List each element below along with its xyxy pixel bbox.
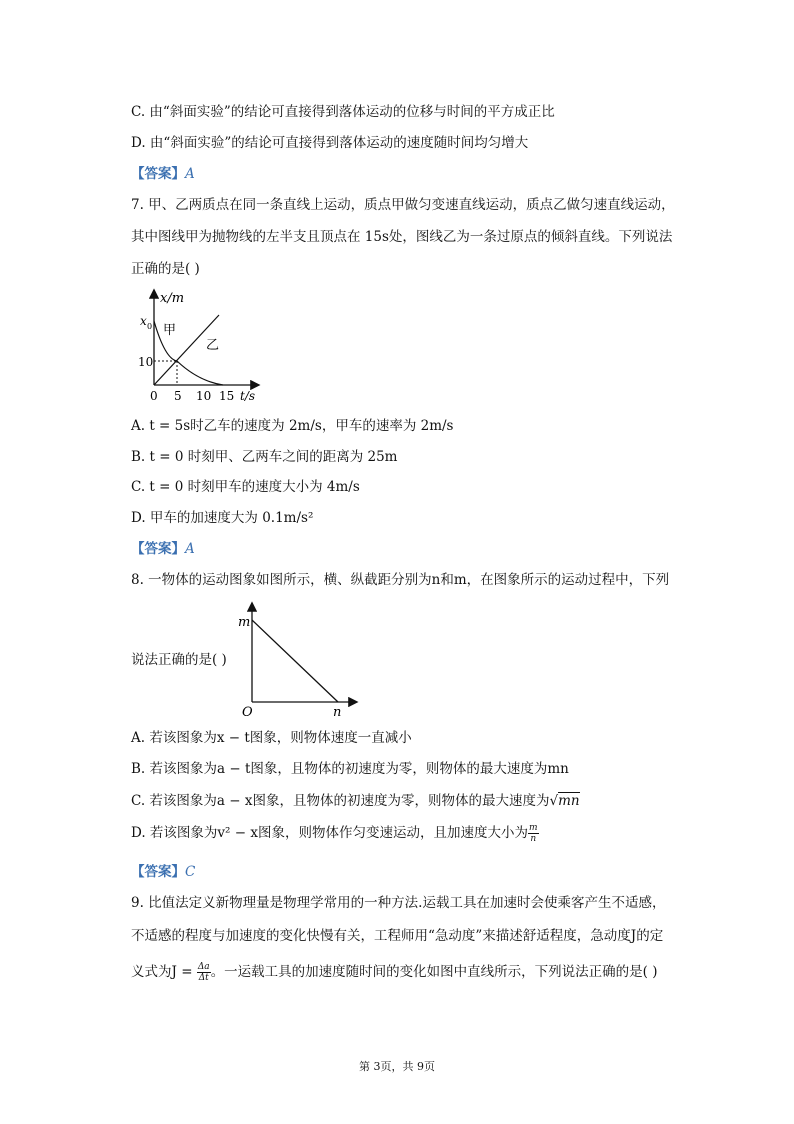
line3-suffix: 。一运载工具的加速度随时间的变化如图中直线所示，下列说法正确的是( ) <box>210 964 658 980</box>
x-tick-10: 10 <box>196 389 212 403</box>
q7-stem-line3: 正确的是( ) <box>131 261 200 277</box>
q8-option-b: B. 若该图象为a − t图象，且物体的初速度为零，则物体的最大速度为mn <box>131 761 569 777</box>
x-tick-0: 0 <box>150 389 158 403</box>
q8-stem-line2: 说法正确的是( ) <box>131 652 227 668</box>
line3-prefix: 义式为J = <box>131 964 197 980</box>
answer-tag: 【答案】 <box>131 166 185 182</box>
q9-stem-line3 <box>131 962 658 983</box>
sqrt-radicand: mn <box>558 793 580 809</box>
q7-stem-line2: 其中图线甲为抛物线的左半支且顶点在 15s处，图线乙为一条过原点的倾斜直线。下列说法 <box>131 229 673 245</box>
origin-label: O <box>242 705 253 720</box>
fraction-da-over-dt: $\frac{\Delta a}{\Delta t}$ <box>197 962 210 983</box>
x-tick-5: 5 <box>174 389 182 403</box>
q8-stem-line1: 8. 一物体的运动图象如图所示，横、纵截距分别为n和m，在图象所示的运动过程中，下列 <box>131 572 670 588</box>
x-tick-15: 15 <box>219 389 235 403</box>
x-axis-label: t/s <box>240 389 256 403</box>
y-intercept-label: m <box>238 615 251 630</box>
option-d-text: D. 若该图象为v² − x图象，则物体作匀变速运动，且加速度大小为 <box>131 825 528 841</box>
q7-option-a: A. t = 5s时乙车的速度为 2m/s，甲车的速率为 2m/s <box>131 418 454 434</box>
answer-tag: 【答案】 <box>131 541 185 557</box>
y-axis-label: x/m <box>160 291 185 306</box>
q7-answer <box>131 539 195 559</box>
fraction-m-over-n: $\frac{m}{n}$ <box>528 823 538 844</box>
q8-answer <box>131 862 195 882</box>
q7-option-d: D. 甲车的加速度大为 0.1m/s² <box>131 510 314 526</box>
answer-value: A <box>185 166 195 182</box>
q8-option-a: A. 若该图象为x − t图象，则物体速度一直减小 <box>131 730 412 746</box>
x-intercept-label: n <box>333 705 342 720</box>
q8-graph <box>232 598 362 720</box>
answer-value: C <box>185 864 196 880</box>
page-footer: 第 3页，共 9页 <box>359 1060 435 1073</box>
q6-option-c: C. 由“斜面实验”的结论可直接得到落体运动的位移与时间的平方成正比 <box>131 104 555 120</box>
x0-label: x <box>140 314 147 328</box>
q7-stem-line1: 7. 甲、乙两质点在同一条直线上运动，质点甲做匀变速直线运动，质点乙做匀速直线运动， <box>131 197 675 213</box>
q7-option-c: C. t = 0 时刻甲车的速度大小为 4m/s <box>131 479 360 495</box>
curve-label-jia: 甲 <box>163 323 177 338</box>
q9-stem-line2: 不适感的程度与加速度的变化快慢有关，工程师用“急动度”来描述舒适程度，急动度J的定 <box>131 928 664 944</box>
answer-tag: 【答案】 <box>131 864 185 880</box>
q8-option-c <box>131 791 580 811</box>
q6-answer <box>131 164 195 184</box>
y-tick-10: 10 <box>138 355 154 369</box>
x0-subscript: 0 <box>147 322 153 331</box>
q8-option-d <box>131 823 539 844</box>
option-c-text: C. 若该图象为a − x图象，且物体的初速度为零，则物体的最大速度为√ <box>131 793 559 809</box>
q7-option-b: B. t = 0 时刻甲、乙两车之间的距离为 25m <box>131 449 398 465</box>
q6-option-d: D. 由“斜面实验”的结论可直接得到落体运动的速度随时间均匀增大 <box>131 135 529 151</box>
q7-xt-graph <box>130 285 270 405</box>
answer-value: A <box>185 541 195 557</box>
curve-label-yi: 乙 <box>206 338 220 353</box>
graph-line <box>252 620 338 702</box>
q9-stem-line1: 9. 比值法定义新物理量是物理学常用的一种方法.运载工具在加速时会使乘客产生不适感， <box>131 895 666 911</box>
